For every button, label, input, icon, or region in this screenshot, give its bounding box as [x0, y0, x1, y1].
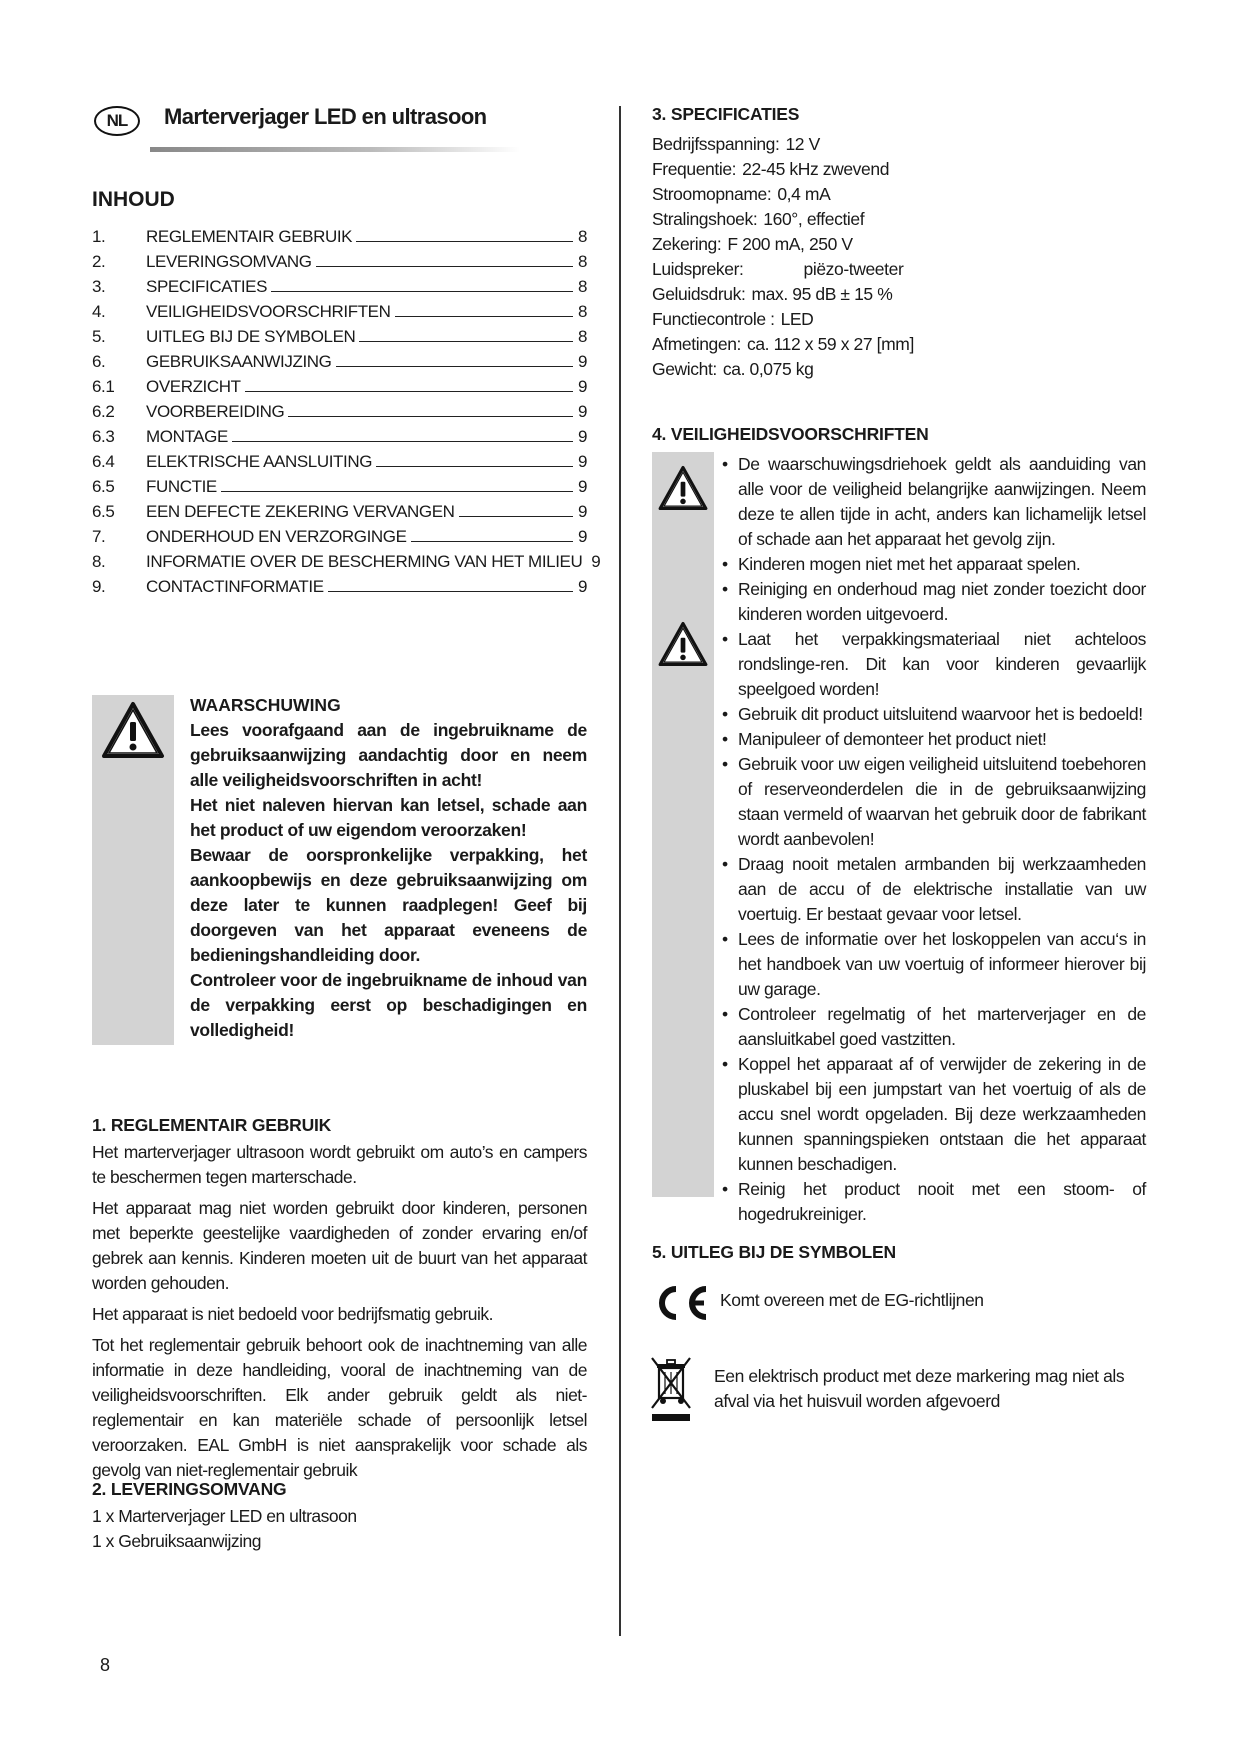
- toc-item-number: 6.5: [92, 477, 115, 496]
- toc-item-label: GEBRUIKSAANWIJZING: [146, 352, 332, 371]
- weee-description: Een elektrisch product met deze markering mag niet als afval via het huisvuil worden afgevoerd: [714, 1366, 1125, 1411]
- toc-item-page: 9: [577, 402, 587, 421]
- toc-item: [92, 272, 587, 297]
- toc-item-number: 1.: [92, 227, 106, 246]
- warning-paragraph: Het niet naleven hiervan kan letsel, schade aan het product of uw eigendom veroorzaken!: [190, 795, 587, 840]
- toc-leader-line: [288, 416, 573, 417]
- crossed-bin-icon: [650, 1354, 694, 1424]
- toc-item-label: SPECIFICATIES: [146, 277, 268, 296]
- toc-item: [92, 397, 587, 422]
- toc-item-label: MONTAGE: [146, 427, 228, 446]
- spec-row: [652, 157, 914, 182]
- toc-item-number: 2.: [92, 252, 106, 271]
- toc-item: [92, 222, 587, 247]
- safety-item: • Koppel het apparaat af of verwijder de zekering in de pluskabel bij een jumpstart van het voertuig of als de accu snel wordt opgeladen. Bij deze werkzaamheden kunnen spanningspieken ontstaan die het apparaat kunnen beschadigen.: [722, 1052, 1146, 1177]
- spec-row: [652, 207, 914, 232]
- spec-label: Luidspreker:: [652, 259, 744, 279]
- spec-label: Geluidsdruk:: [652, 284, 746, 304]
- toc-item-page: 9: [577, 502, 587, 521]
- safety-item: • Laat het verpakkingsmateriaal niet achteloos rondslinge-ren. Dit kan voor kinderen gevaarlijk speelgoed worden!: [722, 627, 1146, 702]
- title-underline: [150, 147, 520, 152]
- toc-leader-line: [221, 491, 573, 492]
- section1-paragraph: Het apparaat mag niet worden gebruikt door kinderen, personen met beperkte geestelijke vaardigheden of zonder ervaring en/of gebrek aan kennis. Kinderen moeten uit de buurt van het apparaat worden gehouden.: [92, 1198, 587, 1293]
- toc-item: [92, 322, 587, 347]
- toc-item-number: 4.: [92, 302, 106, 321]
- toc-item-page: 9: [577, 577, 587, 596]
- toc-item-number: 6.: [92, 352, 106, 371]
- toc-heading: INHOUD: [92, 188, 175, 211]
- toc-item-label: VOORBEREIDING: [146, 402, 285, 421]
- warning-box: [190, 693, 587, 1043]
- toc-item: [92, 497, 587, 522]
- toc-item-page: 9: [577, 377, 587, 396]
- section1-paragraph: Het marterverjager ultrasoon wordt gebruikt om auto’s en campers te beschermen tegen marterschade.: [92, 1142, 587, 1187]
- toc-item: [92, 247, 587, 272]
- safety-item: • Gebruik voor uw eigen veiligheid uitsluitend toebehoren of reserveonderdelen die in de gebruiksaanwijzing staan vermeld of waarvan het gebruik door de fabrikant wordt aanbevolen!: [722, 752, 1146, 852]
- toc-item-page: 9: [577, 452, 587, 471]
- toc-item-number: 3.: [92, 277, 106, 296]
- spec-row: [652, 282, 914, 307]
- toc-item-label: ELEKTRISCHE AANSLUITING: [146, 452, 373, 471]
- toc-item: [92, 572, 587, 597]
- safety-item: • Lees de informatie over het loskoppelen van accu‘s in het handboek van uw voertuig of informeer hierover bij uw garage.: [722, 927, 1146, 1002]
- toc-item-label: VEILIGHEIDSVOORSCHRIFTEN: [146, 302, 391, 321]
- language-badge: NL: [94, 106, 140, 136]
- table-of-contents: [92, 222, 601, 597]
- warning-paragraph: Controleer voor de ingebruikname de inhoud van de verpakking eerst op beschadigingen en volledigheid!: [190, 970, 587, 1040]
- section3-heading: 3. SPECIFICATIES: [652, 104, 800, 124]
- toc-item-page: 8: [577, 327, 587, 346]
- spec-value: ca. 0,075 kg: [722, 359, 814, 379]
- toc-item-label: OVERZICHT: [146, 377, 241, 396]
- toc-item: [92, 547, 601, 572]
- section2-body: [92, 1504, 587, 1554]
- safety-list: [722, 452, 1146, 1227]
- toc-item-page: 9: [591, 552, 601, 571]
- spec-label: Afmetingen:: [652, 334, 741, 354]
- toc-leader-line: [232, 441, 573, 442]
- toc-item-number: 6.3: [92, 427, 115, 446]
- warning-title: WAARSCHUWING: [190, 695, 341, 715]
- spec-value: 22-45 kHz zwevend: [742, 159, 890, 179]
- toc-leader-line: [356, 241, 573, 242]
- toc-item-label: INFORMATIE OVER DE BESCHERMING VAN HET MILIEU: [146, 552, 583, 571]
- toc-item-label: LEVERINGSOMVANG: [146, 252, 312, 271]
- toc-item-page: 8: [577, 277, 587, 296]
- spec-value: 0,4 mA: [777, 184, 831, 204]
- section1-heading: 1. REGLEMENTAIR GEBRUIK: [92, 1115, 332, 1135]
- toc-item: [92, 372, 587, 397]
- toc-item: [92, 522, 587, 547]
- spec-value: max. 95 dB ± 15 %: [751, 284, 893, 304]
- section1-paragraph: Tot het reglementair gebruik behoort ook de inachtneming van alle informatie in deze handleiding, vooral de inachtneming van de veiligheidsvoorschriften. Elk ander gebruik geldt als niet-reglementair en kan materiële schade of persoonlijk letsel veroorzaken. EAL GmbH is niet aansprakelijk voor schade als gevolg van niet-reglementair gebruik: [92, 1335, 587, 1480]
- specifications-list: [652, 132, 914, 382]
- spec-row: [652, 232, 914, 257]
- toc-item-number: 6.4: [92, 452, 115, 471]
- toc-leader-line: [271, 291, 573, 292]
- toc-item-number: 7.: [92, 527, 106, 546]
- toc-leader-line: [376, 466, 573, 467]
- spec-label: Frequentie:: [652, 159, 737, 179]
- column-divider: [619, 106, 621, 1636]
- toc-item-number: 6.2: [92, 402, 115, 421]
- spec-label: Gewicht:: [652, 359, 717, 379]
- spec-row: [652, 182, 914, 207]
- spec-value: F 200 mA, 250 V: [727, 234, 853, 254]
- safety-item: • Draag nooit metalen armbanden bij werkzaamheden aan de accu of de elektrische installatie van uw voertuig. Er bestaat gevaar voor letsel.: [722, 852, 1146, 927]
- toc-item-page: 8: [577, 302, 587, 321]
- spec-row: [652, 132, 914, 157]
- toc-item-page: 9: [577, 477, 587, 496]
- toc-item-label: ONDERHOUD EN VERZORGINGE: [146, 527, 407, 546]
- toc-item: [92, 422, 587, 447]
- spec-value: 160°, effectief: [763, 209, 865, 229]
- warning-triangle-icon: [657, 464, 709, 512]
- section1-paragraph: Het apparaat is niet bedoeld voor bedrijfsmatig gebruik.: [92, 1304, 493, 1324]
- spec-value: LED: [780, 309, 814, 329]
- spec-label: Stroomopname:: [652, 184, 772, 204]
- safety-item: • Gebruik dit product uitsluitend waarvoor het is bedoeld!: [722, 702, 1146, 727]
- toc-leader-line: [395, 316, 574, 317]
- spec-value: piëzo-tweeter: [803, 259, 904, 279]
- toc-item-label: EEN DEFECTE ZEKERING VERVANGEN: [146, 502, 455, 521]
- toc-item-page: 8: [577, 227, 587, 246]
- safety-item: • Manipuleer of demonteer het product niet!: [722, 727, 1146, 752]
- warning-triangle-icon: [100, 700, 166, 760]
- warning-paragraph: Bewaar de oorspronkelijke verpakking, het aankoopbewijs en deze gebruiksaanwijzing om deze later te kunnen raadplegen! Geef bij doorgeven van het apparaat eveneens de bedieningshandleiding door.: [190, 845, 587, 965]
- spec-value: ca. 112 x 59 x 27 [mm]: [747, 334, 914, 354]
- spec-label: Zekering:: [652, 234, 722, 254]
- safety-item: • Reiniging en onderhoud mag niet zonder toezicht door kinderen worden uitgevoerd.: [722, 577, 1146, 627]
- toc-item-page: 9: [577, 427, 587, 446]
- toc-item-label: REGLEMENTAIR GEBRUIK: [146, 227, 353, 246]
- toc-item-number: 8.: [92, 552, 106, 571]
- toc-item: [92, 347, 587, 372]
- warning-paragraph: Lees voorafgaand aan de ingebruikname de gebruiksaanwijzing aandachtig door en neem alle veiligheidsvoorschriften in acht!: [190, 720, 587, 790]
- delivery-item: 1 x Gebruiksaanwijzing: [92, 1531, 261, 1551]
- ce-mark-icon: [652, 1284, 710, 1322]
- spec-row: [652, 257, 914, 282]
- spec-row: [652, 357, 914, 382]
- toc-leader-line: [359, 341, 573, 342]
- page-title: Marterverjager LED en ultrasoon: [164, 104, 487, 129]
- toc-leader-line: [411, 541, 573, 542]
- section4-heading: 4. VEILIGHEIDSVOORSCHRIFTEN: [652, 424, 929, 444]
- toc-item: [92, 297, 587, 322]
- toc-leader-line: [459, 516, 573, 517]
- spec-value: 12 V: [785, 134, 820, 154]
- spec-label: Bedrijfsspanning:: [652, 134, 780, 154]
- toc-leader-line: [336, 366, 574, 367]
- page-number: 8: [100, 1655, 111, 1675]
- spec-row: [652, 307, 914, 332]
- safety-item: • Controleer regelmatig of het marterverjager en de aansluitkabel goed vastzitten.: [722, 1002, 1146, 1052]
- delivery-item: 1 x Marterverjager LED en ultrasoon: [92, 1506, 357, 1526]
- toc-item: [92, 447, 587, 472]
- toc-item-label: CONTACTINFORMATIE: [146, 577, 324, 596]
- toc-item-label: FUNCTIE: [146, 477, 217, 496]
- warning-triangle-icon: [657, 620, 709, 668]
- safety-item: • Kinderen mogen niet met het apparaat spelen.: [722, 552, 1146, 577]
- spec-label: Functiecontrole :: [652, 309, 775, 329]
- toc-item-number: 5.: [92, 327, 106, 346]
- toc-leader-line: [316, 266, 573, 267]
- toc-item-number: 9.: [92, 577, 106, 596]
- toc-leader-line: [328, 591, 573, 592]
- spec-row: [652, 332, 914, 357]
- section2-heading: 2. LEVERINGSOMVANG: [92, 1479, 287, 1499]
- toc-item-page: 8: [577, 252, 587, 271]
- toc-item: [92, 472, 587, 497]
- section5-heading: 5. UITLEG BIJ DE SYMBOLEN: [652, 1242, 896, 1262]
- spec-label: Stralingshoek:: [652, 209, 758, 229]
- toc-item-number: 6.1: [92, 377, 115, 396]
- toc-item-page: 9: [577, 352, 587, 371]
- safety-item: • De waarschuwingsdriehoek geldt als aanduiding van alle voor de veiligheid belangrijke aanwijzingen. Neem deze te allen tijde in acht, anders kan lichamelijk letsel of schade aan het apparaat het gevolg zijn.: [722, 452, 1146, 552]
- toc-item-page: 9: [577, 527, 587, 546]
- safety-sidebar: [652, 452, 714, 1197]
- ce-description: Komt overeen met de EG-richtlijnen: [720, 1290, 984, 1310]
- toc-leader-line: [245, 391, 573, 392]
- toc-item-label: UITLEG BIJ DE SYMBOLEN: [146, 327, 356, 346]
- safety-item: • Reinig het product nooit met een stoom- of hogedrukreiniger.: [722, 1177, 1146, 1227]
- section1-body: [92, 1140, 587, 1489]
- toc-item-number: 6.5: [92, 502, 115, 521]
